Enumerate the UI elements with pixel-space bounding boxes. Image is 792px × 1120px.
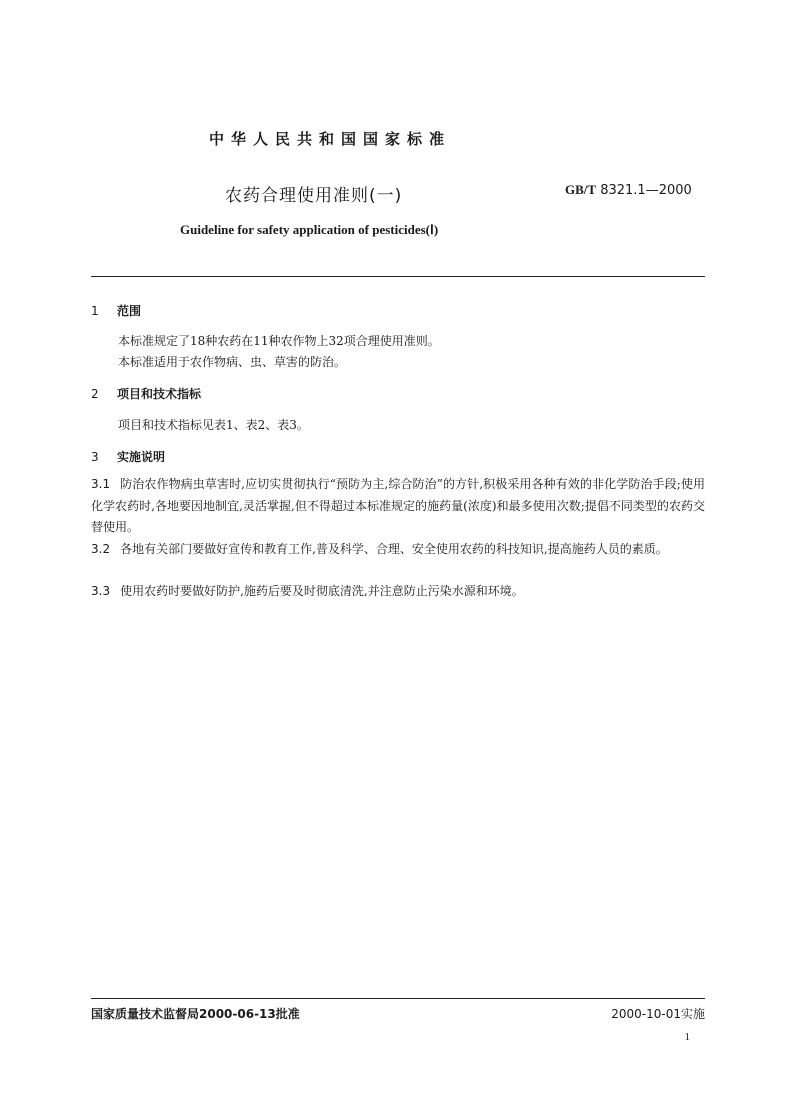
standard-code-prefix: GB/T: [565, 182, 597, 197]
section-number: 2: [91, 387, 99, 401]
clause-text: 各地有关部门要做好宣传和教育工作,普及科学、合理、安全使用农药的科技知识,提高施药人员的素质。: [120, 542, 668, 556]
section-1-paragraph: 本标准规定了18种农药在11种农作物上32项合理使用准则。: [118, 334, 440, 348]
clause-3-1: [91, 474, 705, 539]
section-2-heading: [91, 385, 201, 402]
section-title: 实施说明: [117, 450, 166, 464]
standard-code-number: 8321.1—2000: [600, 183, 692, 198]
clause-3-3: [91, 581, 705, 603]
english-title: Guideline for safety application of pesticides(Ⅰ): [180, 222, 439, 237]
header-divider: [91, 276, 705, 277]
section-number: 3: [91, 450, 99, 464]
clause-text: 防治农作物病虫草害时,应切实贯彻执行“预防为主,综合防治”的方针,积极采用各种有效的非化学防治手段;使用化学农药时,各地要因地制宜,灵活掌握,但不得超过本标准规定的施药量(浓度)和最多使用次数;提倡不同类型的农药交替使用。: [91, 477, 705, 534]
page-number: 1: [684, 1031, 690, 1043]
section-2-paragraph: 项目和技术指标见表1、表2、表3。: [118, 418, 309, 432]
section-number: 1: [91, 304, 99, 318]
section-title: 范围: [117, 304, 142, 318]
footer-divider: [91, 998, 705, 999]
section-1-heading: [91, 302, 141, 319]
standard-category-heading: 中华人民共和国国家标准: [208, 130, 451, 148]
document-title: 农药合理使用准则(一): [225, 186, 403, 206]
clause-number: 3.2: [91, 542, 111, 556]
clause-number: 3.1: [91, 477, 111, 491]
section-3-heading: [91, 448, 165, 465]
section-1-paragraph: 本标准适用于农作物病、虫、草害的防治。: [118, 355, 347, 369]
standard-code: [565, 182, 692, 198]
implementation-line: 2000-10-01实施: [611, 1007, 705, 1021]
approval-line: 国家质量技术监督局2000-06-13批准: [91, 1007, 300, 1021]
section-title: 项目和技术指标: [117, 387, 202, 401]
clause-number: 3.3: [91, 584, 111, 598]
clause-3-2: [91, 539, 705, 561]
clause-text: 使用农药时要做好防护,施药后要及时彻底清洗,并注意防止污染水源和环境。: [120, 584, 524, 598]
